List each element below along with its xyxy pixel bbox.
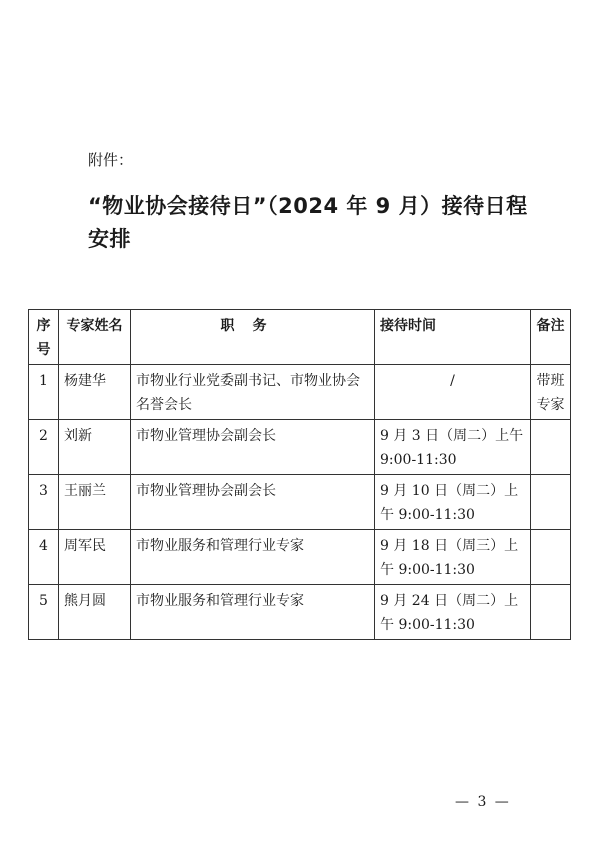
table-row <box>29 475 571 530</box>
cell-time: / <box>375 365 531 420</box>
cell-role: 市物业管理协会副会长 <box>131 475 375 530</box>
cell-no: 1 <box>29 365 59 420</box>
header-note: 备注 <box>531 310 571 365</box>
cell-no: 2 <box>29 420 59 475</box>
table-row <box>29 530 571 585</box>
cell-role: 市物业管理协会副会长 <box>131 420 375 475</box>
cell-name: 王丽兰 <box>59 475 131 530</box>
header-time: 接待时间 <box>375 310 531 365</box>
header-name: 专家姓名 <box>59 310 131 365</box>
cell-note <box>531 530 571 585</box>
cell-role: 市物业服务和管理行业专家 <box>131 585 375 640</box>
table-row <box>29 585 571 640</box>
cell-time: 9 月 24 日（周二）上午 9:00-11:30 <box>375 585 531 640</box>
cell-no: 5 <box>29 585 59 640</box>
cell-note: 带班专家 <box>531 365 571 420</box>
page-number: — 3 — <box>455 794 511 810</box>
table-row <box>29 420 571 475</box>
cell-time: 9 月 10 日（周二）上午 9:00-11:30 <box>375 475 531 530</box>
cell-name: 周军民 <box>59 530 131 585</box>
cell-role: 市物业服务和管理行业专家 <box>131 530 375 585</box>
cell-name: 杨建华 <box>59 365 131 420</box>
cell-note <box>531 475 571 530</box>
table-header-row <box>29 310 571 365</box>
cell-note <box>531 585 571 640</box>
table-row <box>29 365 571 420</box>
header-role: 职务 <box>131 310 375 365</box>
document-title: “物业协会接待日”（2024 年 9 月）接待日程安排 <box>88 194 528 251</box>
cell-time: 9 月 3 日（周二）上午 9:00-11:30 <box>375 420 531 475</box>
attachment-label: 附件： <box>88 151 134 169</box>
cell-no: 3 <box>29 475 59 530</box>
cell-name: 刘新 <box>59 420 131 475</box>
cell-no: 4 <box>29 530 59 585</box>
cell-role: 市物业行业党委副书记、市物业协会名誉会长 <box>131 365 375 420</box>
cell-time: 9 月 18 日（周三）上午 9:00-11:30 <box>375 530 531 585</box>
schedule-table <box>28 309 571 640</box>
cell-name: 熊月圆 <box>59 585 131 640</box>
header-no: 序号 <box>29 310 59 365</box>
cell-note <box>531 420 571 475</box>
